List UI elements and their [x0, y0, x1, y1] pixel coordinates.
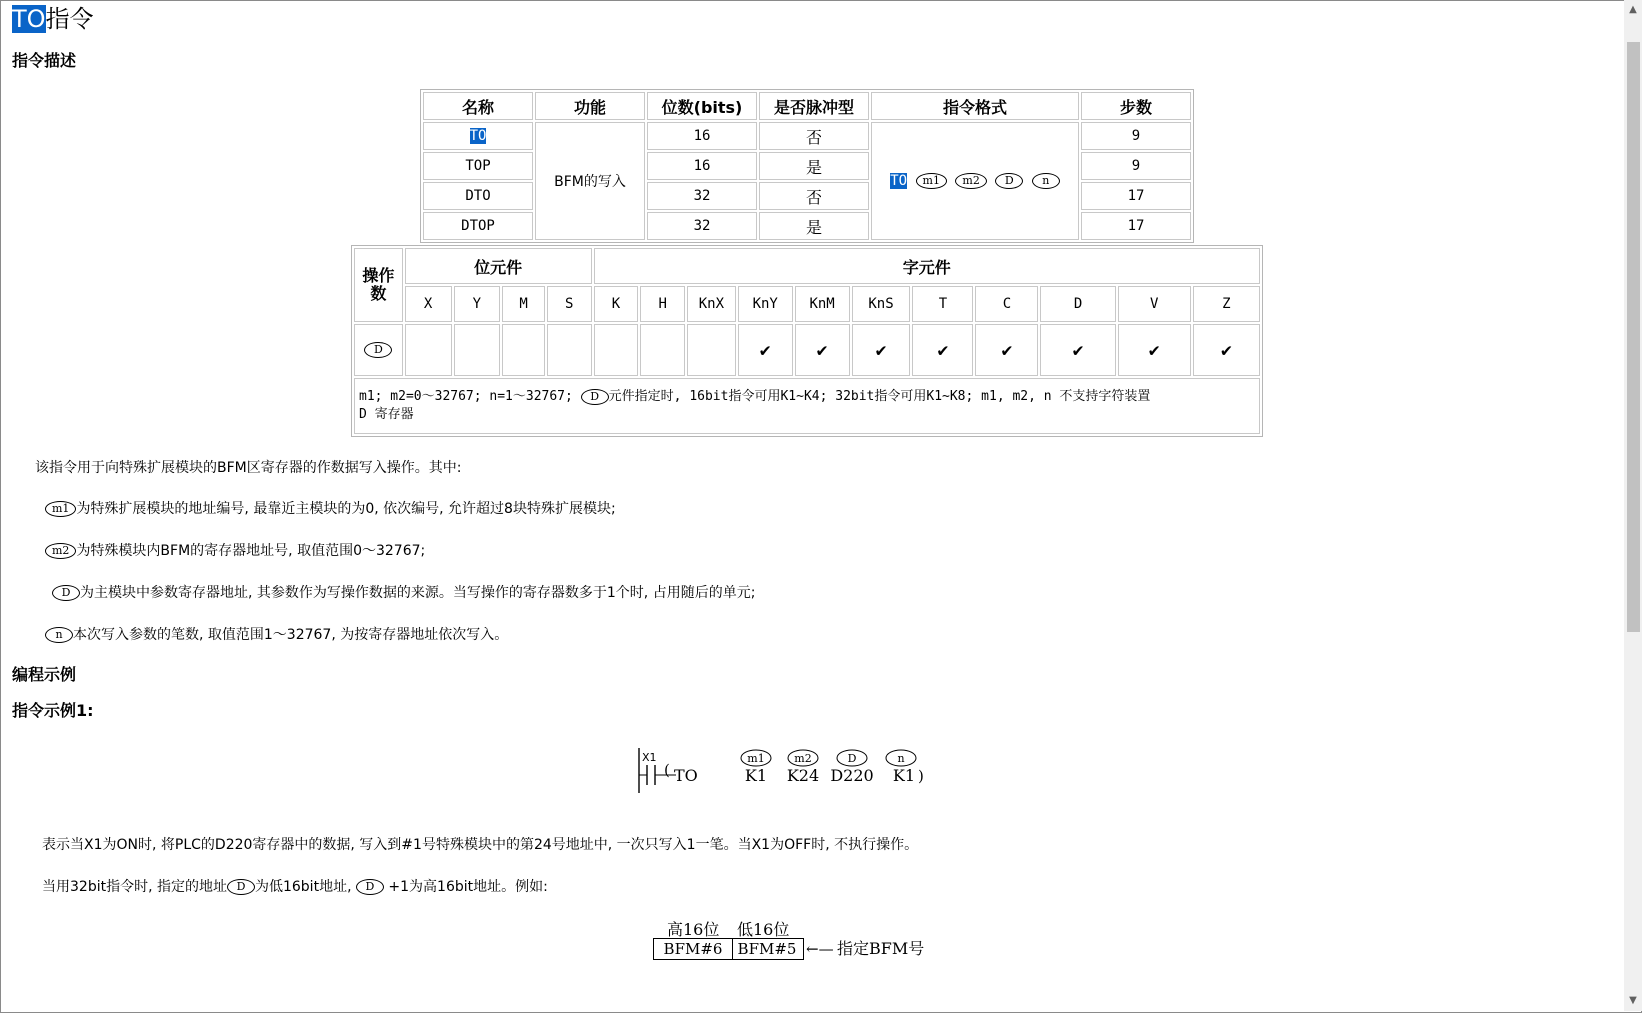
column-header: V — [1118, 286, 1191, 322]
column-header: Z — [1193, 286, 1260, 322]
operand-d-cell — [354, 324, 403, 376]
page-title — [12, 4, 94, 34]
explain2-pre: 当用32bit指令时, 指定的地址 — [42, 879, 227, 895]
explain2-oval: D — [227, 879, 255, 895]
ladder-op: TO — [674, 766, 698, 785]
explanation-1: 表示当X1为ON时, 将PLC的D220寄存器中的数据, 写入到#1号特殊模块中的第24号地址中, 一次只写入1一笔。当X1为OFF时, 不执行操作。 — [42, 837, 919, 853]
check-cell — [1118, 324, 1191, 376]
vertical-scrollbar[interactable] — [1624, 0, 1642, 1011]
check-cell — [852, 324, 911, 376]
explain2-post: +1为高16bit地址。例如: — [388, 879, 548, 895]
bfm-high-label: 高16位 — [667, 920, 720, 939]
column-header: Y — [454, 286, 501, 322]
list-item — [52, 582, 755, 602]
cell-steps: 9 — [1081, 152, 1191, 180]
ladder-oval-label: m2 — [794, 752, 812, 765]
check-cell — [454, 324, 501, 376]
column-header: KnX — [687, 286, 736, 322]
instruction-table — [420, 89, 1194, 243]
operand-note — [354, 378, 1260, 434]
item-oval: m2 — [45, 543, 76, 559]
check-cell — [912, 324, 973, 376]
ladder-diagram — [630, 745, 960, 795]
check-cell — [502, 324, 545, 376]
bfm-arrow: ←— — [806, 940, 834, 958]
bfm-high-box: BFM#6 — [653, 938, 733, 960]
scrollbar-thumb[interactable] — [1627, 42, 1640, 632]
title-selection: TO — [12, 5, 46, 33]
note-oval: D — [581, 389, 609, 405]
check-cell — [1193, 324, 1260, 376]
check-cell — [405, 324, 452, 376]
cell-name: DTOP — [423, 212, 533, 240]
cell-steps: 17 — [1081, 212, 1191, 240]
column-header: T — [912, 286, 973, 322]
intro-text: 该指令用于向特殊扩展模块的BFM区寄存器的作数据写入操作。其中: — [35, 460, 462, 476]
section-heading-example1: 指令示例1: — [12, 701, 94, 720]
scroll-down-icon[interactable]: ▼ — [1629, 995, 1637, 1006]
cell-bits: 32 — [647, 212, 757, 240]
column-header: D — [1040, 286, 1115, 322]
cell-bits: 16 — [647, 122, 757, 150]
item-oval: m1 — [45, 501, 76, 517]
format-op: TO — [890, 173, 908, 189]
check-mark-icon: ✔ — [937, 339, 949, 361]
ladder-oval-label: D — [847, 752, 857, 765]
header-bits: 位数(bits) — [647, 92, 757, 120]
item-text: 本次写入参数的笔数, 取值范围1～32767, 为按寄存器地址依次写入。 — [73, 627, 509, 643]
item-text: 为主模块中参数寄存器地址, 其参数作为写操作数据的来源。当写操作的寄存器数多于1个时, 占用随后的单元; — [80, 585, 756, 601]
name-selection: TO — [469, 128, 487, 144]
cell-pulse: 否 — [759, 122, 869, 150]
header-pulse: 是否脉冲型 — [759, 92, 869, 120]
check-cell — [1040, 324, 1115, 376]
check-cell — [795, 324, 850, 376]
item-text: 为特殊扩展模块的地址编号, 最靠近主模块的为0, 依次编号, 允许超过8块特殊扩展模块; — [76, 501, 616, 517]
explain2-mid: 为低16bit地址, — [254, 879, 352, 895]
cell-steps: 17 — [1081, 182, 1191, 210]
note-line2: D 寄存器 — [359, 407, 414, 422]
section-heading-example: 编程示例 — [12, 665, 77, 684]
check-mark-icon: ✔ — [816, 339, 828, 361]
column-header: KnS — [852, 286, 911, 322]
ladder-ovals — [741, 750, 916, 766]
header-function: 功能 — [535, 92, 645, 120]
item-text: 为特殊模块内BFM的寄存器地址号, 取值范围0～32767; — [76, 543, 426, 559]
check-mark-icon: ✔ — [1001, 339, 1013, 361]
ladder-oval-label: m1 — [747, 752, 765, 765]
ladder-value: K1 — [744, 766, 768, 785]
word-group-header: 字元件 — [594, 248, 1260, 284]
check-mark-icon: ✔ — [1220, 339, 1232, 361]
column-header: X — [405, 286, 452, 322]
cell-pulse: 是 — [759, 212, 869, 240]
item-oval: D — [52, 585, 80, 601]
cell-name: DTO — [423, 182, 533, 210]
column-header: S — [547, 286, 592, 322]
check-mark-icon: ✔ — [1148, 339, 1160, 361]
list-item — [45, 624, 508, 644]
cell-function: BFM的写入 — [535, 122, 645, 240]
contact-label: X1 — [642, 751, 657, 764]
bit-group-header: 位元件 — [405, 248, 592, 284]
ladder-value: K24 — [786, 766, 820, 785]
bfm-low-box: BFM#5 — [731, 938, 804, 960]
check-cell — [738, 324, 793, 376]
column-header: KnY — [738, 286, 793, 322]
cell-bits: 32 — [647, 182, 757, 210]
check-cell — [640, 324, 685, 376]
cell-name — [423, 122, 533, 150]
check-cell — [687, 324, 736, 376]
column-header: KnM — [795, 286, 850, 322]
cell-name: TOP — [423, 152, 533, 180]
cell-pulse: 否 — [759, 182, 869, 210]
format-arg-oval: D — [995, 173, 1023, 189]
cell-format — [871, 122, 1079, 240]
format-arg-oval: m1 — [916, 173, 947, 189]
bracket-left: ( — [664, 761, 670, 779]
format-arg-oval: n — [1032, 173, 1060, 189]
title-text: 指令 — [45, 5, 94, 33]
bracket-right: ) — [918, 767, 924, 785]
check-mark-icon: ✔ — [875, 339, 887, 361]
ladder-value: D220 — [830, 766, 874, 785]
note-pre: m1; m2=0～32767; n=1～32767; — [359, 389, 573, 404]
check-cell — [975, 324, 1038, 376]
operand-oval: D — [364, 342, 392, 358]
column-header: H — [640, 286, 685, 322]
cell-bits: 16 — [647, 152, 757, 180]
check-mark-icon: ✔ — [759, 339, 771, 361]
header-name: 名称 — [423, 92, 533, 120]
header-steps: 步数 — [1081, 92, 1191, 120]
item-oval: n — [45, 627, 73, 643]
cell-pulse: 是 — [759, 152, 869, 180]
ladder-value: K1 — [892, 766, 916, 785]
operand-table — [351, 245, 1263, 437]
bfm-low-label: 低16位 — [737, 920, 790, 939]
note-post: 元件指定时, 16bit指令可用K1~K4; 32bit指令可用K1~K8; m1, m2, n 不支持字符装置 — [608, 389, 1151, 404]
check-cell — [547, 324, 592, 376]
bfm-diagram — [651, 917, 941, 967]
ladder-oval-label: n — [897, 752, 905, 765]
section-heading-description: 指令描述 — [12, 51, 77, 70]
column-header: K — [594, 286, 639, 322]
list-item — [45, 498, 616, 518]
column-header: C — [975, 286, 1038, 322]
cell-steps: 9 — [1081, 122, 1191, 150]
column-header: M — [502, 286, 545, 322]
check-cell — [594, 324, 639, 376]
header-format: 指令格式 — [871, 92, 1079, 120]
scroll-up-icon[interactable]: ▲ — [1629, 4, 1637, 15]
explain2-oval: D — [356, 879, 384, 895]
check-mark-icon: ✔ — [1072, 339, 1084, 361]
list-item — [45, 540, 425, 560]
bfm-pointer-label: 指定BFM号 — [837, 939, 925, 958]
format-arg-oval: m2 — [955, 173, 986, 189]
explanation-2 — [42, 876, 548, 896]
operand-label: 操作数 — [354, 248, 403, 322]
